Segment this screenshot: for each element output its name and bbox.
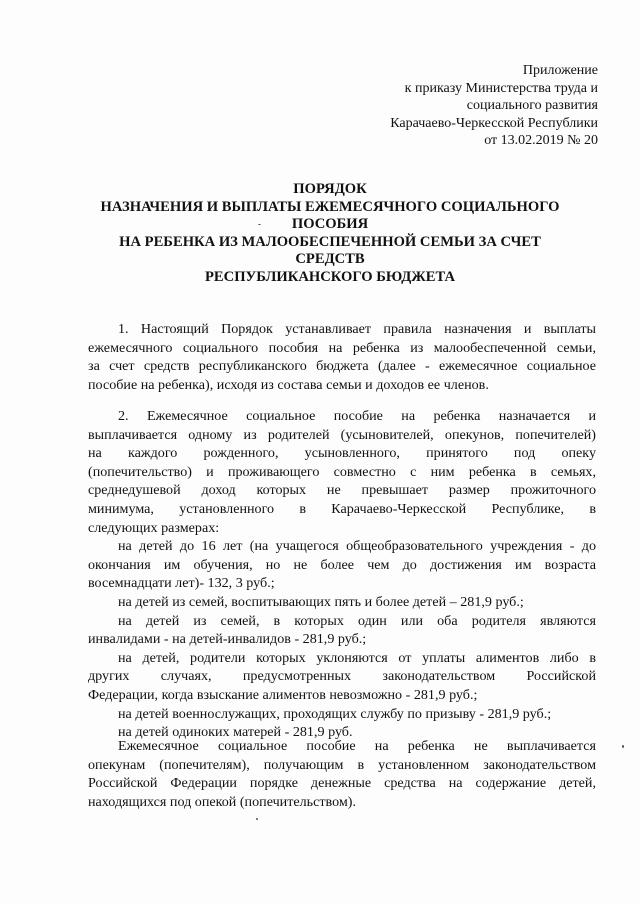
rate-line: окончания им обучения, но не более чем до достижения им возраста: [88, 556, 596, 573]
title-line: ПОРЯДОК: [293, 181, 367, 197]
paragraph-line: следующих размерах:: [88, 519, 220, 536]
title-line: СРЕДСТВ: [295, 251, 365, 268]
title-line: НАЗНАЧЕНИЯ И ВЫПЛАТЫ ЕЖЕМЕСЯЧНОГО СОЦИАЛЬНОГО: [100, 198, 560, 215]
paragraph-line: (попечительство) и проживающего совместно с ним ребенка в семьях,: [88, 463, 596, 480]
paragraph-line: среднедушевой доход которых не превышает размер прожиточного: [88, 482, 596, 499]
header-line: от 13.02.2019 № 20: [484, 133, 598, 148]
rate-line: инвалидами - на детей-инвалидов - 281,9 руб.;: [88, 631, 367, 648]
header-line: к приказу Министерства труда и: [404, 80, 598, 96]
header-line: социального развития: [466, 98, 598, 113]
paragraph-line: находящихся под опекой (попечительством).: [88, 793, 356, 810]
document-title: [60, 181, 600, 287]
paragraph-line: за счет средств республиканского бюджета (далее - ежемесячное социальное: [88, 358, 596, 375]
paragraph-line: минимума, установленного в Карачаево-Черкесской Республике, в: [88, 500, 596, 517]
rate-line: Федерации, когда взыскание алиментов невозможно - 281,9 руб.;: [88, 686, 478, 703]
header-line: Приложение: [522, 63, 598, 78]
paragraph-line: пособие на ребенка), исходя из состава семьи и доходов ее членов.: [88, 376, 489, 393]
title-line: ПОСОБИЯ: [291, 216, 369, 233]
rate-line: других случаях, предусмотренных законодательством Российской: [88, 668, 596, 685]
scan-speck: [256, 818, 258, 820]
paragraph-2: [88, 407, 596, 742]
appendix-header: [390, 62, 598, 150]
paragraph-3: [88, 737, 596, 811]
paragraph-line: Российской Федерации порядке денежные средства на содержание детей,: [88, 775, 596, 792]
paragraph-line: 2. Ежемесячное социальное пособие на ребенка назначается и: [118, 408, 596, 424]
paragraph-1: [88, 320, 596, 394]
header-line: Карачаево-Черкесской Республики: [390, 115, 598, 131]
title-line: НА РЕБЕНКА ИЗ МАЛООБЕСПЕЧЕННОЙ СЕМЬИ ЗА СЧЕТ: [119, 233, 541, 250]
paragraph-line: опекунам (попечителям), получающим в установленном законодательством: [88, 756, 596, 773]
rate-line: на детей, родители которых уклоняются от уплаты алиментов либо в: [118, 649, 596, 666]
paragraph-line: 1. Настоящий Порядок устанавливает правила назначения и выплаты: [118, 321, 596, 337]
rate-line: на детей из семей, в которых один или оба родителя являются: [118, 612, 596, 629]
paragraph-line: на каждого рожденного, усыновленного, принятого под опеку: [88, 445, 596, 462]
rate-line: на детей до 16 лет (на учащегося общеобразовательного учреждения - до: [118, 538, 596, 555]
rate-line: на детей военнослужащих, проходящих службу по призыву - 281,9 руб.;: [118, 705, 552, 722]
scan-speck: [622, 745, 624, 748]
scan-speck: [258, 224, 261, 225]
rate-line: восемнадцати лет)- 132, 3 руб.;: [88, 575, 275, 592]
rate-line: на детей одиноких матерей - 281,9 руб.: [118, 724, 353, 741]
paragraph-line: выплачивается одному из родителей (усыновителей, опекунов, попечителей): [88, 426, 596, 443]
paragraph-line: Ежемесячное социальное пособие на ребенка не выплачивается: [118, 738, 596, 754]
rate-line: на детей из семей, воспитывающих пять и более детей – 281,9 руб.;: [118, 593, 524, 610]
title-line: РЕСПУБЛИКАНСКОГО БЮДЖЕТА: [205, 268, 455, 285]
paragraph-line: ежемесячного социального пособия на ребенка из малообеспеченной семьи,: [88, 339, 596, 356]
